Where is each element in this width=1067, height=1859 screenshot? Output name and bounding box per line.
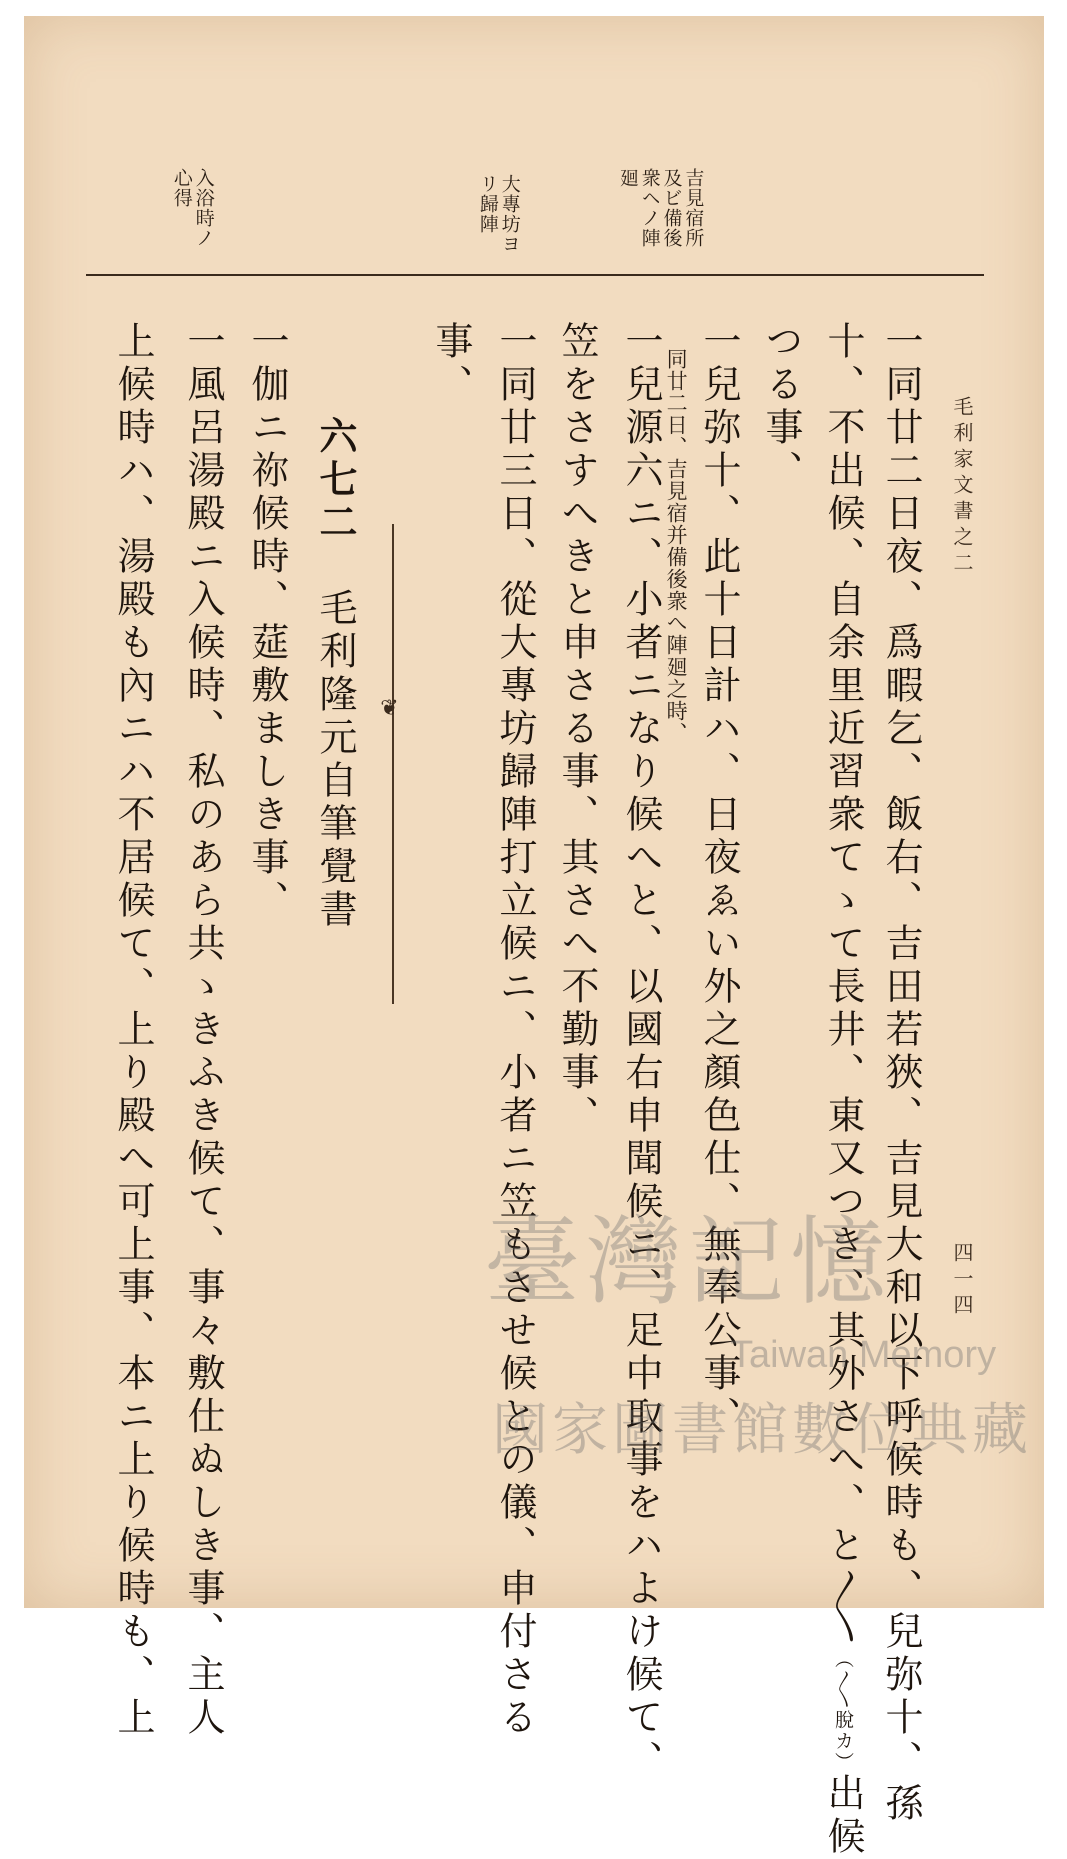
running-header-title: 毛利家文書之二: [950, 396, 974, 578]
text-column-5: 一兒源六ニ、小者ニなり候へと、以國右申聞候ニ、足中取事をハよけ候て、: [619, 321, 663, 1783]
text-column-6: 笠をさすへきと申さる事、其さへ不勤事、: [555, 321, 599, 1138]
section-title: 毛利隆元自筆覺書: [313, 545, 357, 932]
text-column-2: [821, 321, 865, 1859]
watermark-english: Taiwan Memory: [730, 1334, 997, 1376]
text-column-7: 一同廿三日、從大專坊歸陣打立候ニ、小者ニ笠もさせ候との儀、申付さる: [493, 321, 537, 1740]
margin-note-1: 吉見宿所 及ビ備後 衆ヘノ陣 廻: [616, 168, 705, 248]
inline-note-datsu: （〳〵脫カ）: [832, 1649, 854, 1773]
page-number: 四一四: [950, 1242, 974, 1320]
text-column-9: 一伽ニ祢候時、莚敷ましき事、: [245, 321, 289, 923]
text-column-10: 一風呂湯殿ニ入候時、私のあら共ゝきふき候て、事々敷仕ぬしき事、主人: [181, 321, 225, 1740]
margin-note-2: 大專坊ヨ リ歸陣: [476, 174, 521, 254]
section-heading: [313, 416, 358, 932]
divider-ornament: ❦: [377, 696, 402, 721]
text-column-4: 一兒弥十、此十日計ハ、日夜ゑい外之顏色仕、無奉公事、: [697, 321, 741, 1439]
watermark-library: 國家圖書館數位典藏: [492, 1398, 1032, 1461]
text-column-2-part-1: 十、不出候、自余里近習衆てゝて長井、東又つき、其外さへ、と〳〵: [821, 321, 865, 1649]
section-number: 六七二: [313, 416, 358, 545]
document-page: [24, 16, 1044, 1859]
header-rule: [86, 274, 984, 276]
margin-note-3: 入浴時ノ 心得: [170, 168, 215, 248]
text-column-11: 上候時ハ、湯殿も內ニハ不居候て、上り殿へ可上事、本ニ上り候時も、上: [111, 321, 155, 1740]
text-column-2-part-2: 出候: [821, 1773, 865, 1859]
section-divider: [392, 524, 394, 1004]
text-column-8: 事、: [429, 321, 473, 407]
watermark-logo-text: 臺灣記憶: [484, 1206, 892, 1318]
interlinear-note: 同廿二日、吉見宿并備後衆へ陣廻之時、: [664, 348, 689, 744]
text-column-3: つる事、: [759, 321, 803, 493]
text-column-1: 一同廿二日夜、爲暇乞、飯右、吉田若狹、吉見大和以下呼候時も、兒弥十、孫: [879, 321, 923, 1826]
